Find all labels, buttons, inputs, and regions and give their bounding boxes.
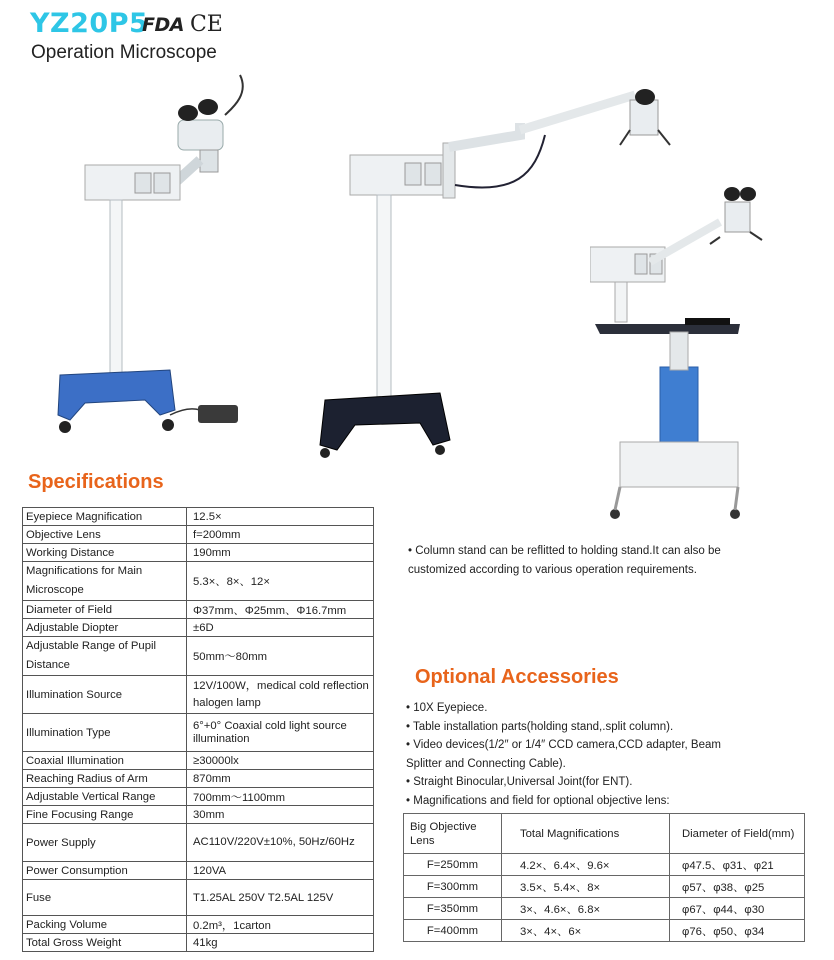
table-row bbox=[23, 562, 374, 601]
table-row bbox=[23, 714, 374, 752]
microscope-photo-table-mount bbox=[590, 182, 780, 522]
column-header: Big Objective Lens bbox=[404, 814, 502, 854]
column-header: Diameter of Field(mm) bbox=[670, 814, 805, 854]
table-cell: φ57、φ38、φ25 bbox=[670, 876, 805, 898]
table-row bbox=[23, 916, 374, 934]
spec-label: Working Distance bbox=[23, 544, 187, 562]
spec-label: Objective Lens bbox=[23, 526, 187, 544]
table-row bbox=[23, 770, 374, 788]
table-row bbox=[404, 854, 805, 876]
table-row bbox=[23, 619, 374, 637]
microscope-photo-floor-stand bbox=[50, 65, 250, 440]
spec-label: Power Supply bbox=[23, 824, 187, 862]
accessories-title: Optional Accessories bbox=[415, 666, 619, 688]
spec-value: 6°+0° Coaxial cold light source illumination bbox=[187, 714, 374, 752]
fda-mark: FDA bbox=[142, 13, 184, 36]
table-row bbox=[23, 676, 374, 714]
table-row bbox=[404, 876, 805, 898]
spec-value: 5.3×、8×、12× bbox=[187, 562, 374, 601]
spec-label: Adjustable Range of Pupil Distance bbox=[23, 637, 187, 676]
table-header-row bbox=[404, 814, 805, 854]
table-row bbox=[23, 526, 374, 544]
table-cell: F=350mm bbox=[404, 898, 502, 920]
table-cell: F=300mm bbox=[404, 876, 502, 898]
list-item: • Magnifications and field for optional objective lens: bbox=[406, 792, 806, 811]
spec-value: Φ37mm、Φ25mm、Φ16.7mm bbox=[187, 601, 374, 619]
table-row bbox=[23, 752, 374, 770]
spec-label: Adjustable Diopter bbox=[23, 619, 187, 637]
table-row bbox=[23, 880, 374, 916]
spec-value: 30mm bbox=[187, 806, 374, 824]
table-row bbox=[23, 508, 374, 526]
table-row bbox=[23, 824, 374, 862]
table-cell: φ76、φ50、φ34 bbox=[670, 920, 805, 942]
spec-value: 12V/100W，medical cold reflection halogen lamp bbox=[187, 676, 374, 714]
table-row bbox=[23, 601, 374, 619]
list-item: • Video devices(1/2″ or 1/4″ CCD camera,CCD adapter, Beam Splitter and Connecting Cable). bbox=[406, 736, 736, 773]
spec-label: Eyepiece Magnification bbox=[23, 508, 187, 526]
product-subtitle: Operation Microscope bbox=[31, 42, 217, 63]
spec-value: ±6D bbox=[187, 619, 374, 637]
list-item: • 10X Eyepiece. bbox=[406, 699, 806, 718]
spec-value: 120VA bbox=[187, 862, 374, 880]
spec-value: AC110V/220V±10%, 50Hz/60Hz bbox=[187, 824, 374, 862]
spec-label: Power Consumption bbox=[23, 862, 187, 880]
list-item: • Straight Binocular,Universal Joint(for ENT). bbox=[406, 773, 806, 792]
spec-label: Total Gross Weight bbox=[23, 934, 187, 952]
spec-label: Illumination Source bbox=[23, 676, 187, 714]
model-number: YZ20P5 bbox=[30, 8, 149, 39]
table-row bbox=[404, 920, 805, 942]
spec-label: Fuse bbox=[23, 880, 187, 916]
table-cell: 3.5×、5.4×、8× bbox=[502, 876, 670, 898]
specifications-table bbox=[22, 507, 374, 952]
certification-marks bbox=[142, 12, 223, 37]
spec-value: 50mm～80mm bbox=[187, 637, 374, 676]
list-item: • Table installation parts(holding stand,.split column). bbox=[406, 718, 806, 737]
table-row bbox=[23, 806, 374, 824]
spec-label: Diameter of Field bbox=[23, 601, 187, 619]
table-row bbox=[23, 544, 374, 562]
spec-label: Packing Volume bbox=[23, 916, 187, 934]
stand-note: • Column stand can be reflitted to holding stand.It can also be customized according to various operation requirements. bbox=[408, 542, 768, 580]
column-header: Total Magnifications bbox=[502, 814, 670, 854]
table-cell: 3×、4.6×、6.8× bbox=[502, 898, 670, 920]
table-cell: φ47.5、φ31、φ21 bbox=[670, 854, 805, 876]
spec-label: Adjustable Vertical Range bbox=[23, 788, 187, 806]
table-cell: 4.2×、6.4×、9.6× bbox=[502, 854, 670, 876]
spec-label: Illumination Type bbox=[23, 714, 187, 752]
table-row bbox=[404, 898, 805, 920]
table-row bbox=[23, 788, 374, 806]
spec-value: T1.25AL 250V T2.5AL 125V bbox=[187, 880, 374, 916]
table-row bbox=[23, 862, 374, 880]
accessories-list bbox=[406, 699, 806, 811]
spec-label: Magnifications for Main Microscope bbox=[23, 562, 187, 601]
table-cell: 3×、4×、6× bbox=[502, 920, 670, 942]
spec-label: Reaching Radius of Arm bbox=[23, 770, 187, 788]
table-cell: φ67、φ44、φ30 bbox=[670, 898, 805, 920]
specifications-title: Specifications bbox=[28, 471, 164, 493]
table-cell: F=400mm bbox=[404, 920, 502, 942]
table-cell: F=250mm bbox=[404, 854, 502, 876]
ce-mark: CE bbox=[189, 12, 223, 37]
spec-value: 41kg bbox=[187, 934, 374, 952]
spec-value: 700mm～1100mm bbox=[187, 788, 374, 806]
spec-value: 12.5× bbox=[187, 508, 374, 526]
spec-label: Fine Focusing Range bbox=[23, 806, 187, 824]
table-row bbox=[23, 637, 374, 676]
spec-value: 870mm bbox=[187, 770, 374, 788]
spec-value: 0.2m³，1carton bbox=[187, 916, 374, 934]
spec-value: ≥30000lx bbox=[187, 752, 374, 770]
spec-value: f=200mm bbox=[187, 526, 374, 544]
spec-value: 190mm bbox=[187, 544, 374, 562]
objective-lens-table bbox=[403, 813, 805, 942]
table-row bbox=[23, 934, 374, 952]
spec-label: Coaxial Illumination bbox=[23, 752, 187, 770]
